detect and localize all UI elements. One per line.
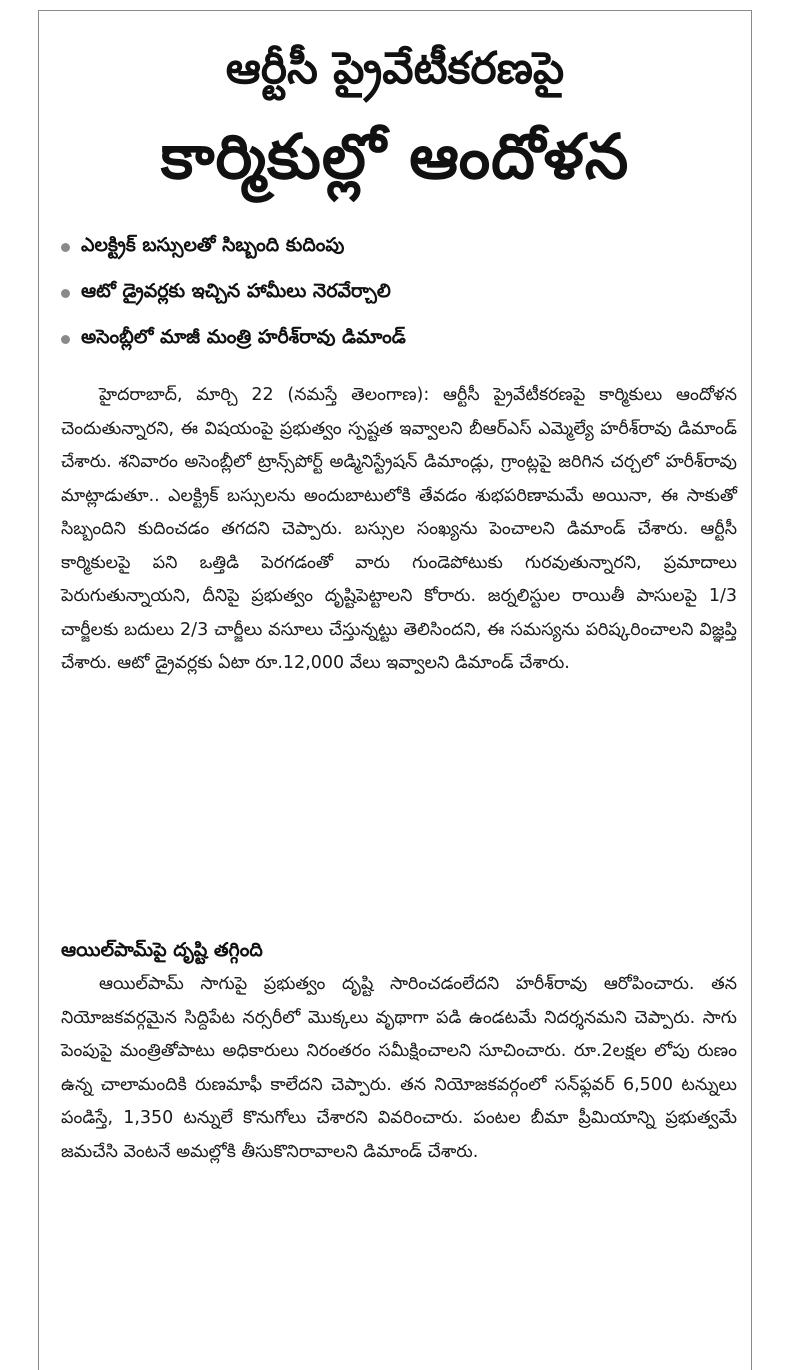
news-clipping	[38, 10, 752, 1370]
bullet-dot-icon	[61, 335, 70, 344]
subheading: ఆయిల్‌పామ్‌పై దృష్టి తగ్గింది	[61, 939, 263, 961]
headline-line-2: కార్మికుల్లో ఆందోళన	[160, 120, 630, 193]
highlight-text: అసెంబ్లీలో మాజీ మంత్రి హరీశ్‌రావు డిమాండ్	[81, 325, 406, 348]
highlight-item	[61, 224, 741, 270]
article-paragraph-1: హైదరాబాద్, మార్చి 22 (నమస్తే తెలంగాణ): ఆర్టీసీ ప్రైవేటీకరణపై కార్మికులు ఆందోళన చెందుతున్నారని, ఈ విషయంపై ప్రభుత్వం స్పష్టత ఇవ్వాలని బీఆర్‌ఎస్ ఎమ్మెల్యే హరీశ్‌రావు డిమాండ్ చేశారు. శనివారం అసెంబ్లీలో ట్రాన్స్‌పోర్ట్ అడ్మినిస్ట్రేషన్ డిమాండ్లు, గ్రాంట్లపై జరిగిన చర్చలో హరీశ్‌రావు మాట్లాడుతూ.. ఎలక్ట్రిక్ బస్సులను అందుబాటులోకి తేవడం శుభపరిణామమే అయినా, ఈ సాకుతో సిబ్బందిని కుదించడం తగదని చెప్పారు. బస్సుల సంఖ్యను పెంచాలని డిమాండ్ చేశారు. ఆర్టీసీ కార్మికులపై పని ఒత్తిడి పెరగడంతో వారు గుండెపోటుకు గురవుతున్నారని, ప్రమాదాలు పెరుగుతున్నాయని, దీనిపై ప్రభుత్వం దృష్టిపెట్టాలని కోరారు. జర్నలిస్టుల రాయితీ పాసులపై 1/3 చార్జీలకు బదులు 2/3 చార్జీలు వసూలు చేస్తున్నట్టు తెలిసిందని, ఈ సమస్యను పరిష్కరించాలని విజ్ఞప్తి చేశారు. ఆటో డ్రైవర్లకు ఏటా రూ.12,000 వేలు ఇవ్వాలని డిమాండ్ చేశారు.	[61, 385, 737, 673]
highlights-list	[61, 224, 741, 362]
highlight-text: ఎలక్ట్రిక్ బస్సులతో సిబ్బంది కుదింపు	[81, 233, 345, 256]
article-paragraph-2: ఆయిల్‌పామ్ సాగుపై ప్రభుత్వం దృష్టి సారించడంలేదని హరీశ్‌రావు ఆరోపించారు. తన నియోజకవర్గమైన సిద్దిపేట నర్సరీలో మొక్కలు వృథాగా పడి ఉండటమే నిదర్శనమని చెప్పారు. సాగు పెంపుపై మంత్రితోపాటు అధికారులు నిరంతరం సమీక్షించాలని సూచించారు. రూ.2లక్షల లోపు రుణం ఉన్న చాలామందికి రుణమాఫీ కాలేదని చెప్పారు. తన నియోజకవర్గంలో సన్‌ఫ్లవర్ 6,500 టన్నులు పండిస్తే, 1,350 టన్నులే కొనుగోలు చేశారని వివరించారు. పంటల బీమా ప్రీమియాన్ని ప్రభుత్వమే జమచేసి వెంటనే అమల్లోకి తీసుకొనిరావాలని డిమాండ్ చేశారు.	[61, 974, 737, 1162]
highlight-item	[61, 270, 741, 316]
headline-line-1: ఆర్టీసీ ప్రైవేటీకరణపై	[225, 43, 565, 94]
highlight-item	[61, 316, 741, 362]
bullet-dot-icon	[61, 243, 70, 252]
highlight-text: ఆటో డ్రైవర్లకు ఇచ్చిన హామీలు నెరవేర్చాలి	[81, 279, 391, 302]
bullet-dot-icon	[61, 289, 70, 298]
